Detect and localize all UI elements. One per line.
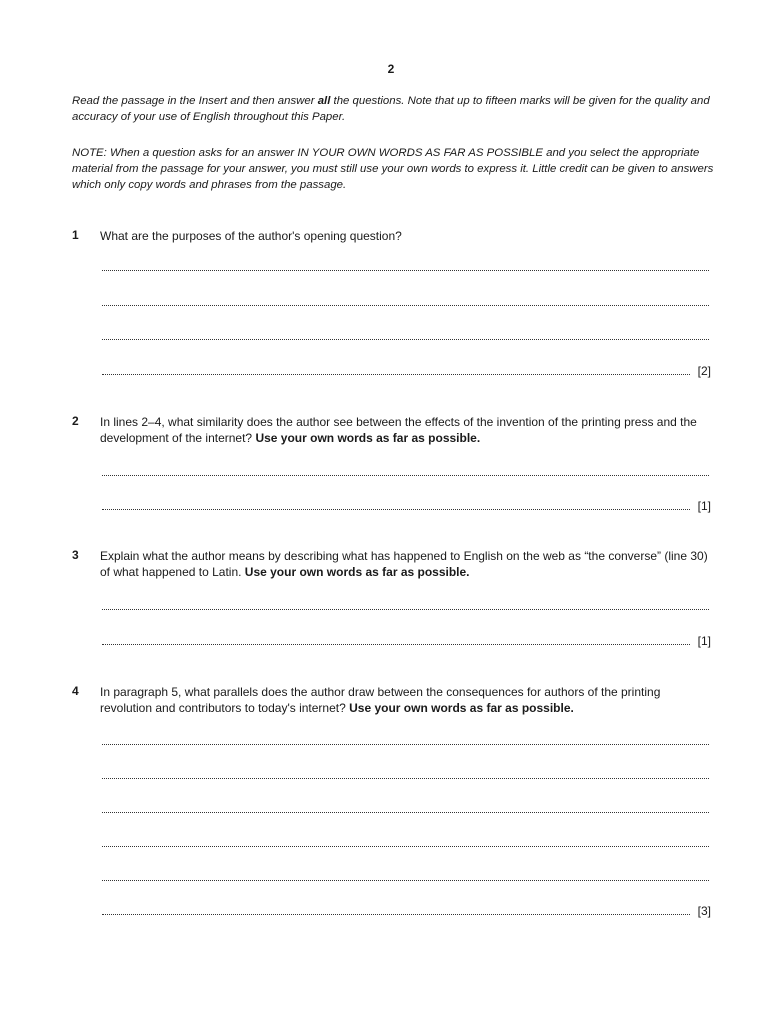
instructions-text-end: the questions. Note that up to fifteen marks will be given for the quality and accuracy of your use of English throughout this Paper.: [72, 95, 710, 123]
marks-label: [1]: [697, 634, 711, 648]
answer-line[interactable]: [102, 270, 709, 271]
answer-line[interactable]: [102, 744, 709, 745]
answer-line[interactable]: [102, 812, 709, 813]
question-text: What are the purposes of the author's opening question?: [100, 229, 402, 243]
note-paragraph: NOTE: When a question asks for an answer IN YOUR OWN WORDS AS FAR AS POSSIBLE and you select the appropriate material from the passage for your answer, you must still use your own words to express it. Little credit can be given to answers which only copy words and phrases from the passage.: [72, 147, 714, 191]
answer-line[interactable]: [102, 509, 690, 510]
answer-line[interactable]: [102, 305, 709, 306]
answer-line[interactable]: [102, 880, 709, 881]
instructions-text-start: Read the passage in the Insert and then answer: [72, 95, 318, 107]
instructions-bold-all: all: [317, 95, 331, 107]
question-number: 1: [72, 228, 79, 242]
question-text: In paragraph 5, what parallels does the author draw between the consequences for authors of the printing revolution and contributors to today's internet? Use your own words as far as possible.: [100, 685, 661, 715]
marks-label: [1]: [697, 499, 711, 513]
answer-line[interactable]: [102, 778, 709, 779]
instructions-paragraph: [72, 93, 717, 125]
question-number: 4: [72, 684, 79, 698]
marks-label: [2]: [697, 364, 711, 378]
answer-line[interactable]: [102, 644, 690, 645]
page-number: 2: [387, 62, 395, 76]
question-number: 3: [72, 548, 79, 562]
question-text: Explain what the author means by describing what has happened to English on the web as “the converse” (line 30) of what happened to Latin. Use your own words as far as possible.: [100, 549, 708, 579]
answer-line[interactable]: [102, 374, 690, 375]
answer-line[interactable]: [102, 475, 709, 476]
question-number: 2: [72, 414, 79, 428]
question-text: In lines 2–4, what similarity does the author see between the effects of the invention of the printing press and the development of the internet? Use your own words as far as possible.: [100, 415, 697, 445]
answer-line[interactable]: [102, 846, 709, 847]
answer-line[interactable]: [102, 609, 709, 610]
marks-label: [3]: [697, 904, 711, 918]
answer-line[interactable]: [102, 914, 690, 915]
answer-line[interactable]: [102, 339, 709, 340]
